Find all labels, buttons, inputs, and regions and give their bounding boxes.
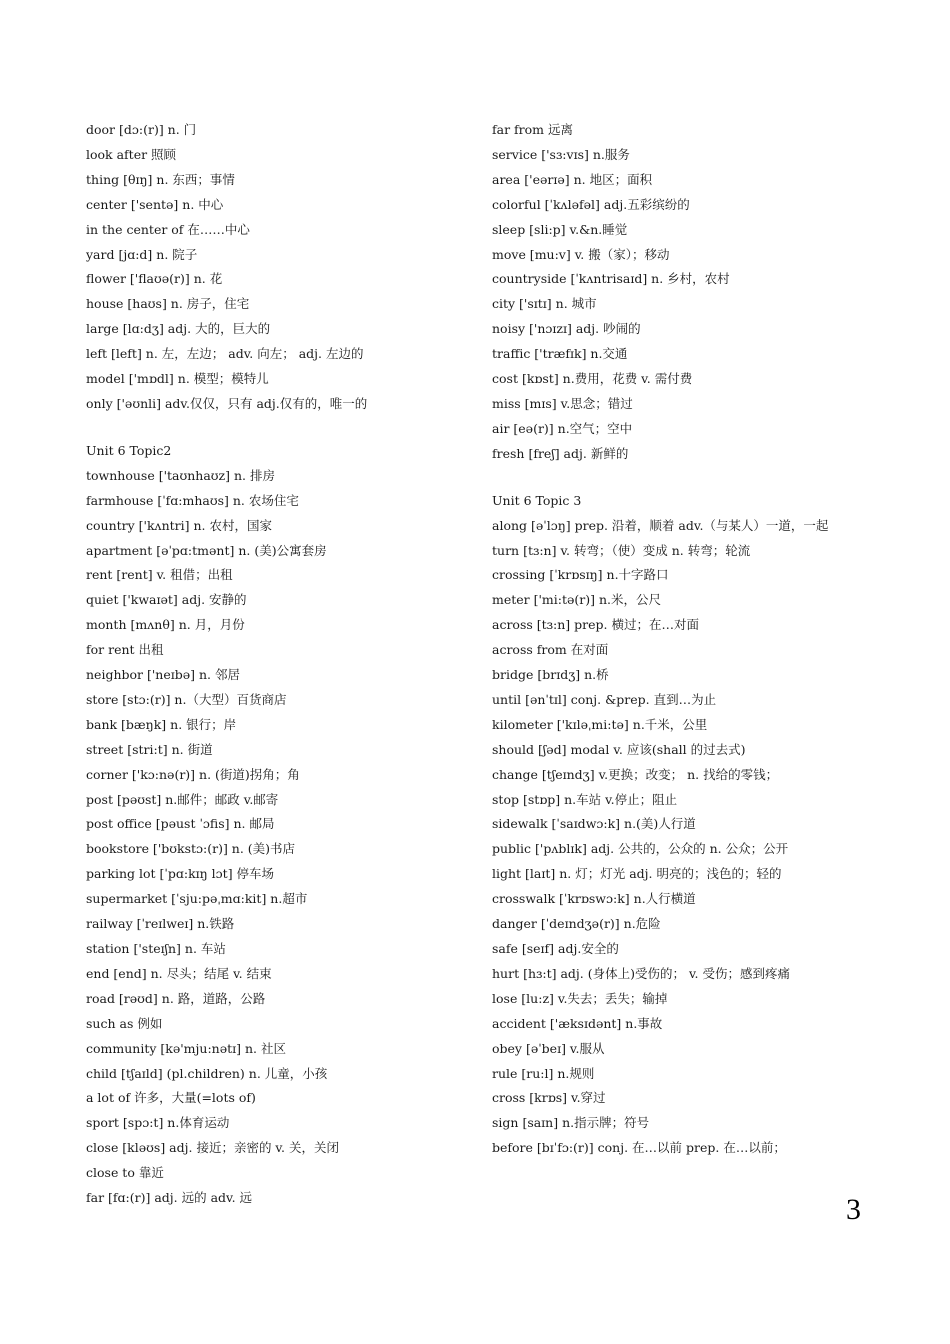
vocab-entry: safe [seɪf] adj.安全的 xyxy=(492,941,619,956)
vocab-entry: corner ['kɔ:nə(r)] n. (街道)拐角；角 xyxy=(86,766,300,782)
vocab-entry: noisy ['nɔɪzɪ] adj. 吵闹的 xyxy=(492,321,641,337)
vocab-entry: colorful [ˈkʌləfəl] adj.五彩缤纷的 xyxy=(492,196,690,212)
vocab-entry: road [rəʊd] n. 路，道路，公路 xyxy=(86,990,266,1006)
vocab-entry: community [kə'mju:nətɪ] n. 社区 xyxy=(86,1040,286,1056)
vocab-entry: before [bɪˈfɔ:(r)] conj. 在…以前 prep. 在…以前； xyxy=(492,1140,786,1156)
vocab-entry: such as 例如 xyxy=(86,1015,163,1031)
vocab-entry: meter ['mi:tə(r)] n.米，公尺 xyxy=(492,592,662,608)
vocab-entry: change [tʃeɪndʒ] v.更换；改变； n. 找给的零钱； xyxy=(492,766,779,782)
vocab-entry: look after 照顾 xyxy=(86,146,177,162)
vocab-entry: parking lot [ˈpɑ:kɪŋ lɔt] 停车场 xyxy=(86,866,275,882)
vocab-entry: public ['pʌblɪk] adj. 公共的，公众的 n. 公众；公开 xyxy=(492,841,789,857)
vocab-entry: along [əˈlɔŋ] prep. 沿着，顺着 adv.（与某人）一道，一起 xyxy=(492,517,829,533)
vocab-entry: post office [pəust ˈɔfis] n. 邮局 xyxy=(86,816,275,832)
vocab-entry: across [tɜ:n] prep. 横过；在…对面 xyxy=(492,617,699,633)
vocab-entry: for rent 出租 xyxy=(86,642,164,658)
vocab-entry: hurt [hɜ:t] adj. (身体上)受伤的； v. 受伤；感到疼痛 xyxy=(492,965,790,981)
block-gap xyxy=(492,467,867,489)
vocab-entry: kilometer ['kɪləˌmi:tə] n.千米，公里 xyxy=(492,716,708,732)
vocab-entry: move [mu:v] v. 搬（家）；移动 xyxy=(492,246,670,262)
vocab-entry: large [lɑ:dʒ] adj. 大的，巨大的 xyxy=(86,321,271,337)
vocab-entry: crosswalk [ˈkrɒswɔ:k] n.人行横道 xyxy=(492,891,696,907)
vocab-entry: flower ['flaʊə(r)] n. 花 xyxy=(86,271,223,287)
vocab-entry: model ['mɒdl] n. 模型；模特儿 xyxy=(86,371,269,387)
vocab-entry: danger [ˈdeɪndʒə(r)] n.危险 xyxy=(492,916,661,932)
vocab-entry: service ['sɜ:vɪs] n.服务 xyxy=(492,146,630,162)
vocab-entry: country ['kʌntri] n. 农村，国家 xyxy=(86,517,273,533)
vocab-entry: crossing [ˈkrɒsɪŋ] n.十字路口 xyxy=(492,567,669,583)
right-column xyxy=(492,118,867,1161)
vocab-block-1 xyxy=(492,118,867,467)
block-gap xyxy=(86,417,466,439)
vocab-entry: only ['əʊnli] adv.仅仅，只有 adj.仅有的，唯一的 xyxy=(86,395,368,411)
vocab-entry: close [kləʊs] adj. 接近；亲密的 v. 关，关闭 xyxy=(86,1140,339,1156)
vocab-entry: house [haʊs] n. 房子，住宅 xyxy=(86,296,250,312)
vocab-entry: apartment [əˈpɑ:tmənt] n. (美)公寓套房 xyxy=(86,542,327,558)
vocab-entry: neighbor ['neɪbə] n. 邻居 xyxy=(86,667,240,683)
vocab-block-1 xyxy=(86,118,466,417)
vocab-entry: far from 远离 xyxy=(492,122,573,137)
vocab-entry: air [eə(r)] n.空气；空中 xyxy=(492,420,633,436)
vocab-entry: street [stri:t] n. 街道 xyxy=(86,741,213,757)
vocab-entry: end [end] n. 尽头；结尾 v. 结束 xyxy=(86,965,272,981)
vocab-entry: close to 靠近 xyxy=(86,1165,164,1181)
vocab-entry: cost [kɒst] n.费用，花费 v. 需付费 xyxy=(492,371,693,387)
section-heading: Unit 6 Topic 3 xyxy=(492,492,582,508)
vocab-entry: fresh [freʃ] adj. 新鲜的 xyxy=(492,445,629,461)
vocab-entry: townhouse ['taʊnhaʊz] n. 排房 xyxy=(86,467,275,483)
vocab-entry: left [left] n. 左，左边； adv. 向左； adj. 左边的 xyxy=(86,346,364,362)
vocab-entry: quiet ['kwaɪət] adj. 安静的 xyxy=(86,592,247,608)
vocab-entry: post [pəʊst] n.邮件；邮政 v.邮寄 xyxy=(86,791,279,807)
vocab-entry: accident ['æksɪdənt] n.事故 xyxy=(492,1015,663,1031)
vocab-entry: farmhouse [ˈfɑ:mhaʊs] n. 农场住宅 xyxy=(86,492,299,508)
vocab-entry: rent [rent] v. 租借；出租 xyxy=(86,567,233,583)
vocab-entry: should [ʃəd] modal v. 应该(shall 的过去式) xyxy=(492,741,746,757)
vocab-entry: sport [spɔ:t] n.体育运动 xyxy=(86,1115,230,1131)
left-column xyxy=(86,118,466,1211)
vocab-entry: traffic ['træfɪk] n.交通 xyxy=(492,346,628,362)
vocab-entry: bookstore ['bʊkstɔ:(r)] n. (美)书店 xyxy=(86,841,296,857)
vocab-entry: until [ənˈtɪl] conj. &prep. 直到…为止 xyxy=(492,691,717,707)
page-number: 3 xyxy=(846,1193,861,1226)
vocab-entry: store [stɔ:(r)] n.（大型）百货商店 xyxy=(86,691,287,707)
vocab-entry: miss [mɪs] v.思念；错过 xyxy=(492,395,633,411)
vocab-entry: area ['eərɪə] n. 地区；面积 xyxy=(492,171,653,187)
vocab-entry: turn [tɜ:n] v. 转弯；（使）变成 n. 转弯；轮流 xyxy=(492,542,751,558)
vocab-entry: in the center of 在……中心 xyxy=(86,221,250,237)
vocab-entry: station ['steɪʃn] n. 车站 xyxy=(86,941,226,956)
vocab-block-2 xyxy=(492,489,867,1161)
vocab-entry: door [dɔ:(r)] n. 门 xyxy=(86,122,197,137)
vocab-entry: bridge [brɪdʒ] n.桥 xyxy=(492,667,609,683)
vocab-entry: sign [saɪn] n.指示牌；符号 xyxy=(492,1115,650,1131)
vocab-entry: child [tʃaɪld] (pl.children) n. 儿童，小孩 xyxy=(86,1065,328,1081)
vocab-entry: stop [stɒp] n.车站 v.停止；阻止 xyxy=(492,791,678,807)
vocab-entry: countryside [ˈkʌntrisaɪd] n. 乡村，农村 xyxy=(492,271,730,287)
vocab-entry: supermarket [ˈsju:pəˌmɑ:kit] n.超市 xyxy=(86,891,308,907)
vocab-entry: light [laɪt] n. 灯；灯光 adj. 明亮的；浅色的；轻的 xyxy=(492,866,782,882)
vocab-entry: lose [lu:z] v.失去；丢失；输掉 xyxy=(492,990,668,1006)
vocab-entry: cross [krɒs] v.穿过 xyxy=(492,1090,606,1106)
vocab-entry: far [fɑ:(r)] adj. 远的 adv. 远 xyxy=(86,1190,253,1206)
vocab-entry: obey [əˈbeɪ] v.服从 xyxy=(492,1040,605,1056)
vocab-block-2 xyxy=(86,439,466,1211)
vocab-entry: thing [θɪŋ] n. 东西；事情 xyxy=(86,171,235,187)
vocab-entry: across from 在对面 xyxy=(492,642,609,658)
vocab-entry: month [mʌnθ] n. 月，月份 xyxy=(86,617,245,633)
vocab-entry: sleep [sli:p] v.&n.睡觉 xyxy=(492,221,628,237)
vocab-entry: sidewalk [ˈsaɪdwɔ:k] n.(美)人行道 xyxy=(492,816,696,832)
vocab-entry: bank [bæŋk] n. 银行；岸 xyxy=(86,716,237,732)
vocab-entry: a lot of 许多，大量(=lots of) xyxy=(86,1090,256,1106)
vocab-entry: railway [ˈreɪlweɪ] n.铁路 xyxy=(86,916,235,932)
vocab-entry: city ['sɪtɪ] n. 城市 xyxy=(492,296,597,312)
vocab-entry: rule [ru:l] n.规则 xyxy=(492,1065,595,1081)
section-heading: Unit 6 Topic2 xyxy=(86,442,172,458)
vocab-entry: center ['sentə] n. 中心 xyxy=(86,196,224,212)
vocab-entry: yard [jɑ:d] n. 院子 xyxy=(86,246,198,262)
